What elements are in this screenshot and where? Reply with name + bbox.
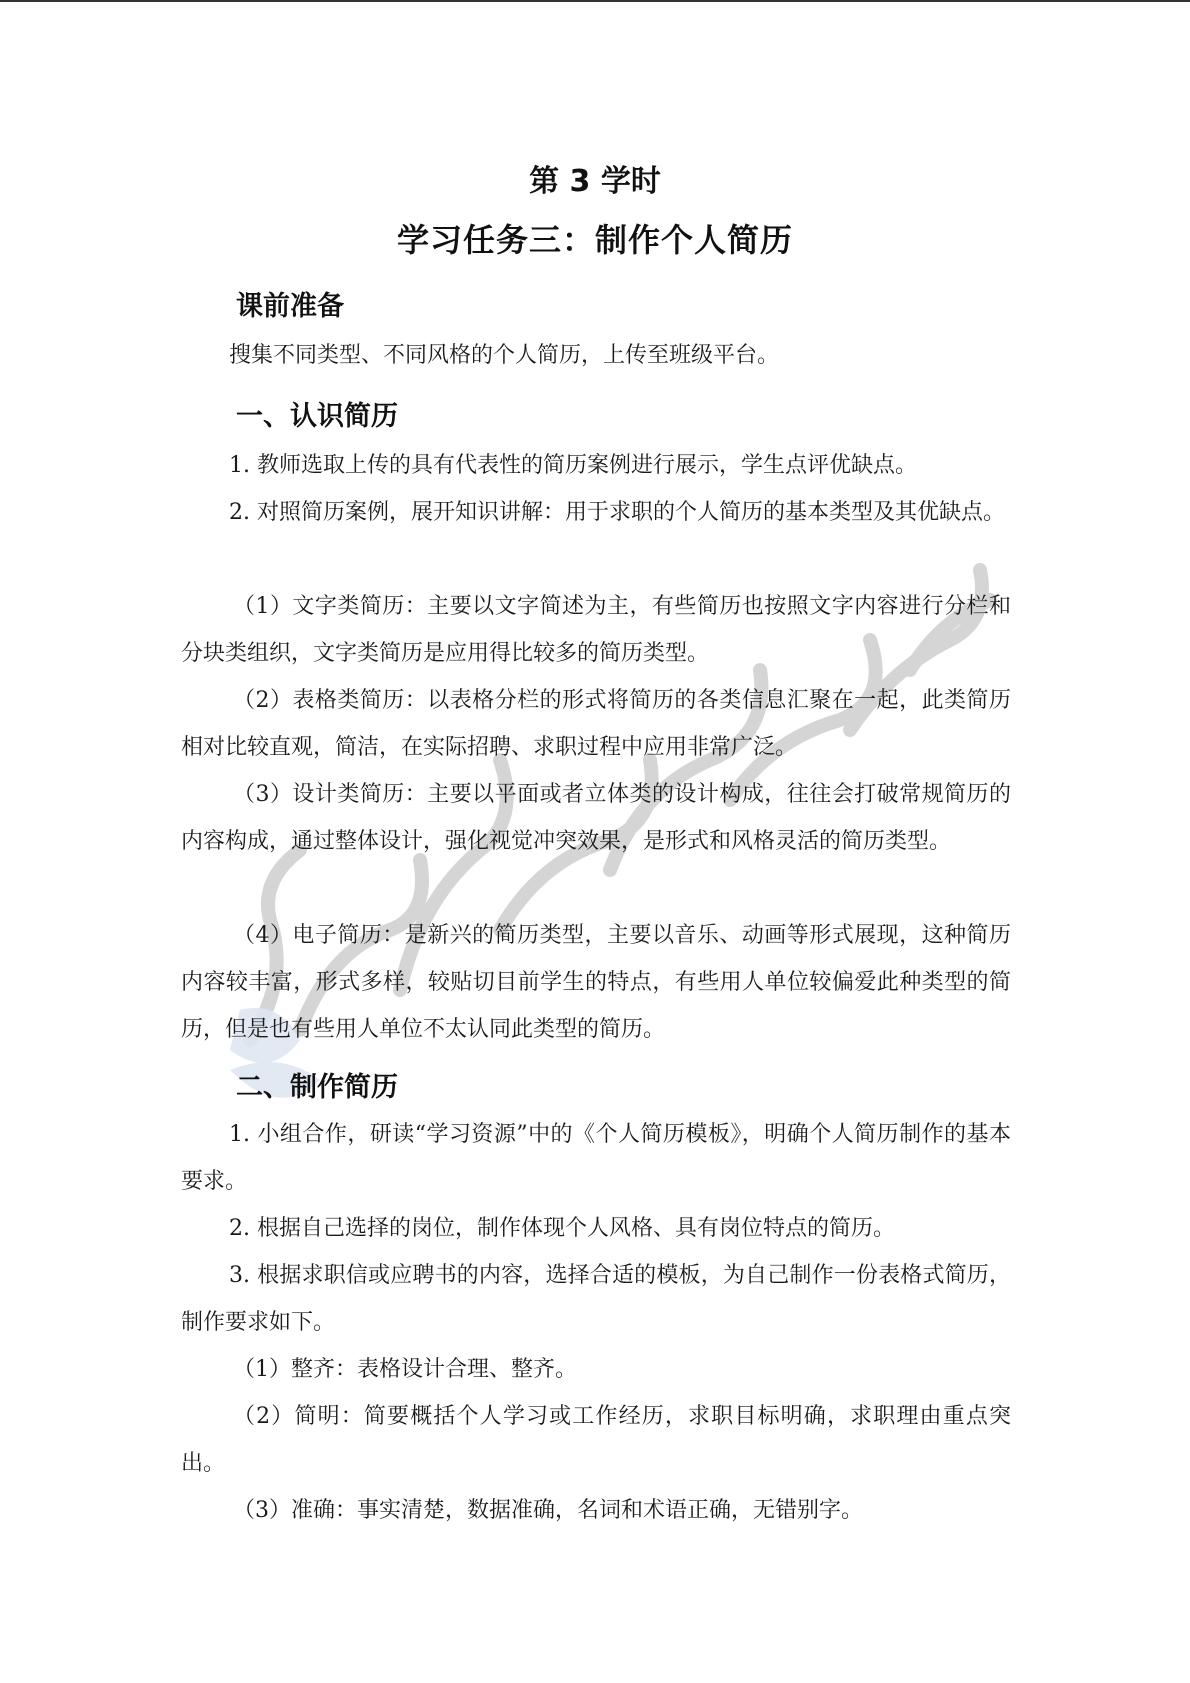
section-heading-prep: 课前准备 — [236, 291, 344, 322]
lesson-title: 第 3 学时 — [529, 164, 661, 199]
task-title: 学习任务三：制作个人简历 — [396, 221, 793, 259]
paragraph: 1. 小组合作，研读“学习资源”中的《个人简历模板》，明确个人简历制作的基本要求。 — [181, 1122, 1011, 1194]
section-heading-make: 二、制作简历 — [236, 1072, 398, 1103]
section-heading-know: 一、认识简历 — [236, 401, 398, 432]
page-top-rule — [0, 0, 1190, 2]
paragraph: （1）整齐：表格设计合理、整齐。 — [233, 1357, 577, 1382]
paragraph: （3）设计类简历：主要以平面或者立体类的设计构成，往往会打破常规简历的内容构成，通过整体设计，强化视觉冲突效果，是形式和风格灵活的简历类型。 — [181, 782, 1011, 854]
paragraph: 1. 教师选取上传的具有代表性的简历案例进行展示，学生点评优缺点。 — [229, 453, 917, 478]
paragraph: 搜集不同类型、不同风格的个人简历，上传至班级平台。 — [229, 343, 780, 368]
paragraph: （3）准确：事实清楚，数据准确，名词和术语正确，无错别字。 — [233, 1498, 863, 1523]
paragraph: （2）简明：简要概括个人学习或工作经历，求职目标明确，求职理由重点突出。 — [181, 1404, 1011, 1476]
paragraph: （1）文字类简历：主要以文字简述为主，有些简历也按照文字内容进行分栏和分块类组织，文字类简历是应用得比较多的简历类型。 — [181, 594, 1011, 666]
paragraph: 2. 对照简历案例，展开知识讲解：用于求职的个人简历的基本类型及其优缺点。 — [229, 500, 1005, 525]
paragraph: 2. 根据自己选择的岗位，制作体现个人风格、具有岗位特点的简历。 — [229, 1216, 895, 1241]
paragraph: 3. 根据求职信或应聘书的内容，选择合适的模板，为自己制作一份表格式简历，制作要求如下。 — [181, 1263, 1011, 1335]
paragraph: （4）电子简历：是新兴的简历类型，主要以音乐、动画等形式展现，这种简历内容较丰富，形式多样，较贴切目前学生的特点，有些用人单位较偏爱此种类型的简历，但是也有些用人单位不太认同此类型的简历。 — [181, 923, 1011, 1042]
paragraph: （2）表格类简历：以表格分栏的形式将简历的各类信息汇聚在一起，此类简历相对比较直观，简洁，在实际招聘、求职过程中应用非常广泛。 — [181, 688, 1011, 760]
